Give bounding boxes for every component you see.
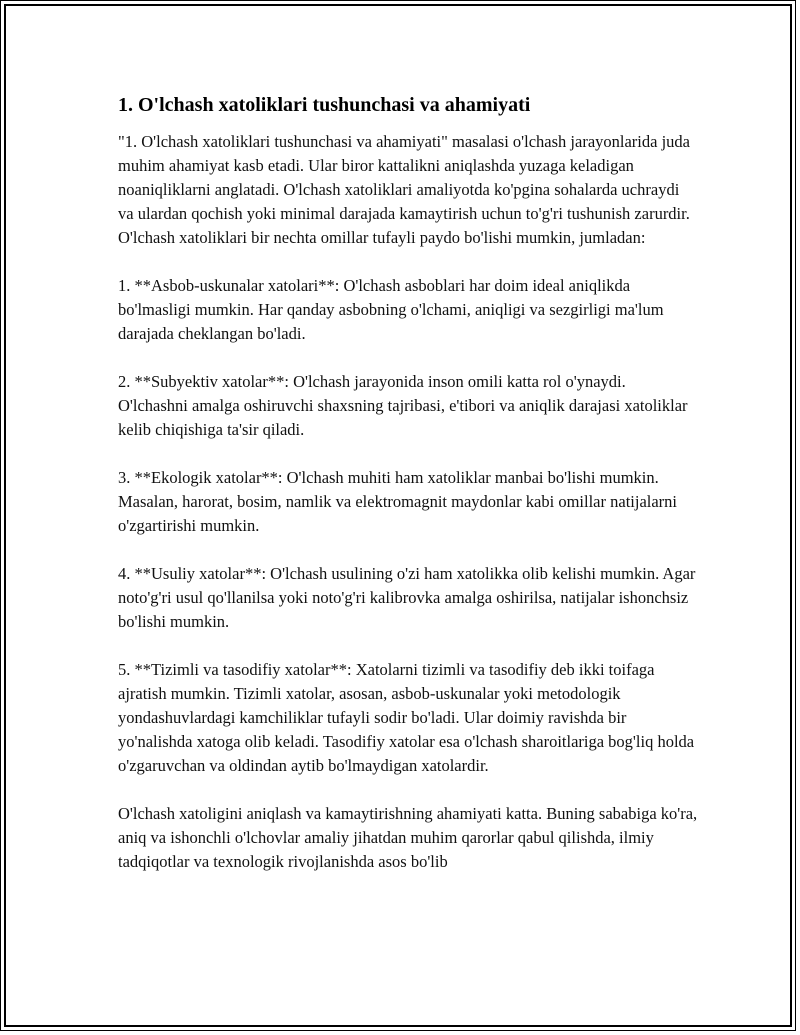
document-body — [118, 92, 698, 898]
intro-paragraph: "1. O'lchash xatoliklari tushunchasi va ahamiyati" masalasi o'lchash jarayonlarida juda muhim ahamiyat kasb etadi. Ular biror kattalikni aniqlashda yuzaga keladigan noaniqliklarni anglatadi. O'lchash xatoliklari amaliyotda ko'pgina sohalarda uchraydi va ulardan qochish yoki minimal darajada kamaytirish uchun to'g'ri tushunish zarurdir. O'lchash xatoliklari bir nechta omillar tufayli paydo bo'lishi mumkin, jumladan: — [118, 132, 690, 247]
closing-paragraph: O'lchash xatoligini aniqlash va kamaytirishning ahamiyati katta. Buning sababiga ko'ra, aniq va ishonchli o'lchovlar amaliy jihatdan muhim qarorlar qabul qilishda, ilmiy tadqiqotlar va texnologik rivojlanishda asos bo'lib — [118, 804, 698, 871]
list-item-equipment-errors: 1. **Asbob-uskunalar xatolari**: O'lchash asboblari har doim ideal aniqlikda bo'lmasligi mumkin. Har qanday asbobning o'lchami, aniqligi va sezgirligi ma'lum darajada cheklangan bo'ladi. — [118, 276, 664, 343]
list-item-systematic-random-errors: 5. **Tizimli va tasodifiy xatolar**: Xatolarni tizimli va tasodifiy deb ikki toifaga ajratish mumkin. Tizimli xatolar, asosan, asbob-uskunalar yoki metodologik yondashuvlardagi kamchiliklar tufayli sodir bo'ladi. Ular doimiy ravishda bir yo'nalishda xatoga olib keladi. Tasodifiy xatolar esa o'lchash sharoitlariga bog'liq holda o'zgaruvchan va oldindan aytib bo'lmaydigan xatolardir. — [118, 660, 695, 775]
section-heading: 1. O'lchash xatoliklari tushunchasi va ahamiyati — [118, 94, 531, 116]
list-item-subjective-errors: 2. **Subyektiv xatolar**: O'lchash jarayonida inson omili katta rol o'ynaydi. O'lchashni amalga oshiruvchi shaxsning tajribasi, e'tibori va aniqlik darajasi xatoliklar kelib chiqishiga ta'sir qiladi. — [118, 372, 688, 439]
list-item-ecological-errors: 3. **Ekologik xatolar**: O'lchash muhiti ham xatoliklar manbai bo'lishi mumkin. Masalan, harorat, bosim, namlik va elektromagnit maydonlar kabi omillar natijalarni o'zgartirishi mumkin. — [118, 468, 678, 535]
list-item-method-errors: 4. **Usuliy xatolar**: O'lchash usulining o'zi ham xatolikka olib kelishi mumkin. Agar noto'g'ri usul qo'llanilsa yoki noto'g'ri kalibrovka amalga oshirilsa, natijalar ishonchsiz bo'lishi mumkin. — [118, 564, 696, 631]
